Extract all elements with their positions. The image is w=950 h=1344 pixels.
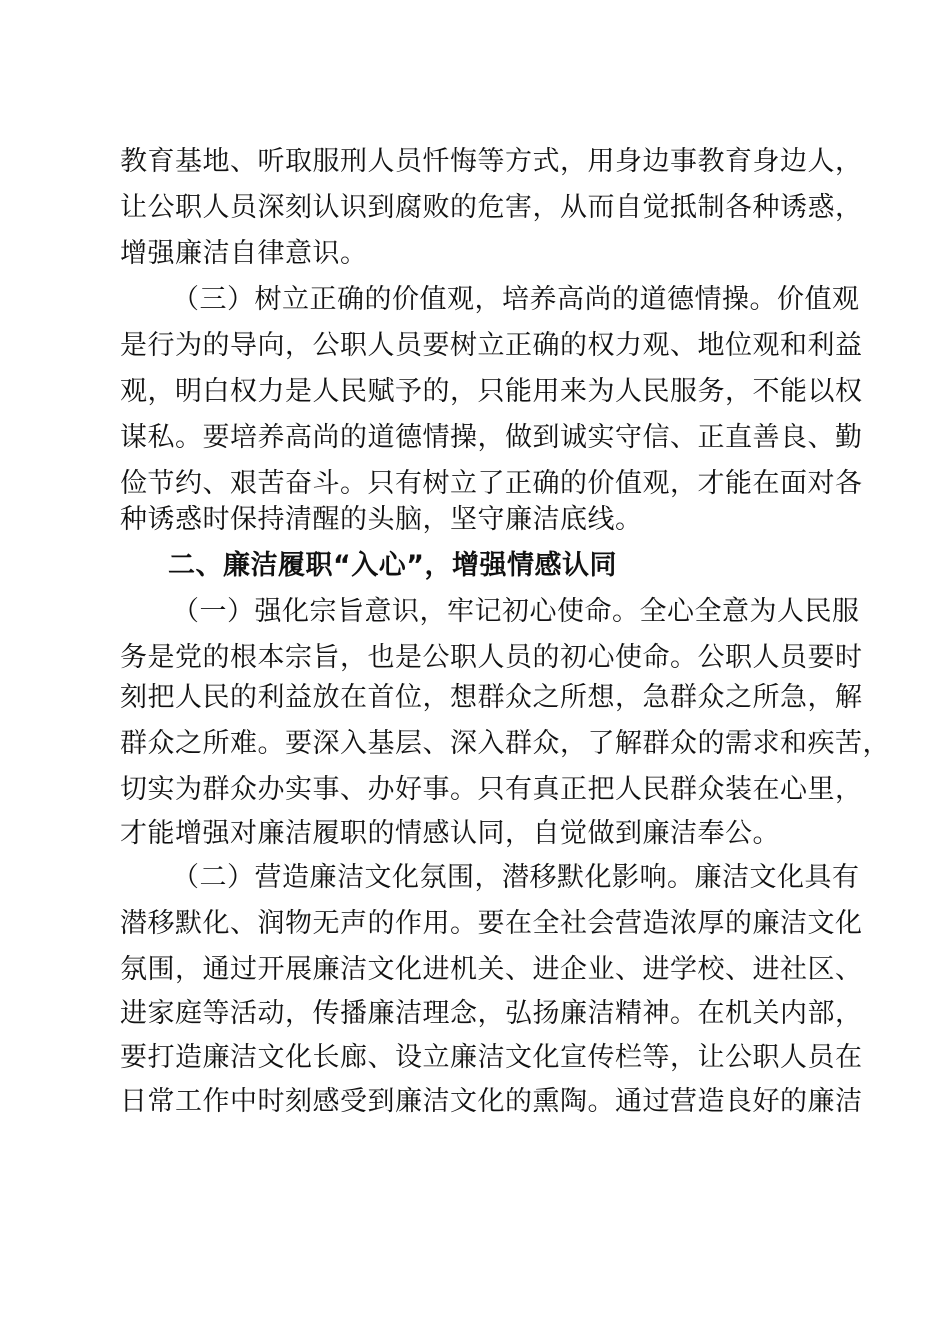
subheading-line: （一）强化宗旨意识，牢记初心使命。全心全意为人民服 xyxy=(172,596,860,627)
body-text-line: 增强廉洁自律意识。 xyxy=(120,238,368,269)
body-text-line: 日常工作中时刻感受到廉洁文化的熏陶。通过营造良好的廉洁 xyxy=(120,1086,863,1117)
body-text-line: 谋私。要培养高尚的道德情操，做到诚实守信、正直善良、勤 xyxy=(120,422,863,453)
body-text-line: 是行为的导向，公职人员要树立正确的权力观、地位观和利益 xyxy=(120,330,863,361)
body-text-line: 教育基地、听取服刑人员忏悔等方式，用身边事教育身边人， xyxy=(120,146,863,177)
body-text-line: 让公职人员深刻认识到腐败的危害，从而自觉抵制各种诱惑， xyxy=(120,192,863,223)
section-heading: 二、廉洁履职“入心”，增强情感认同 xyxy=(168,550,617,581)
subheading-line: （二）营造廉洁文化氛围，潜移默化影响。廉洁文化具有 xyxy=(172,862,860,893)
body-text-line: 俭节约、艰苦奋斗。只有树立了正确的价值观，才能在面对各 xyxy=(120,468,863,499)
body-text-line: 务是党的根本宗旨，也是公职人员的初心使命。公职人员要时 xyxy=(120,642,863,673)
body-text-line: 刻把人民的利益放在首位，想群众之所想，急群众之所急，解 xyxy=(120,682,863,713)
body-text-line: 群众之所难。要深入基层、深入群众，了解群众的需求和疾苦， xyxy=(120,728,890,759)
subheading-line: （三）树立正确的价值观，培养高尚的道德情操。价值观 xyxy=(172,284,860,315)
body-text-line: 要打造廉洁文化长廊、设立廉洁文化宣传栏等，让公职人员在 xyxy=(120,1042,863,1073)
body-text-line: 观，明白权力是人民赋予的，只能用来为人民服务，不能以权 xyxy=(120,376,863,407)
body-text-line: 潜移默化、润物无声的作用。要在全社会营造浓厚的廉洁文化 xyxy=(120,908,863,939)
body-text-line: 种诱惑时保持清醒的头脑，坚守廉洁底线。 xyxy=(120,504,643,535)
body-text-line: 才能增强对廉洁履职的情感认同，自觉做到廉洁奉公。 xyxy=(120,818,780,849)
body-text-line: 进家庭等活动，传播廉洁理念，弘扬廉洁精神。在机关内部， xyxy=(120,998,863,1029)
body-text-line: 切实为群众办实事、办好事。只有真正把人民群众装在心里， xyxy=(120,774,863,805)
body-text-line: 氛围，通过开展廉洁文化进机关、进企业、进学校、进社区、 xyxy=(120,954,863,985)
